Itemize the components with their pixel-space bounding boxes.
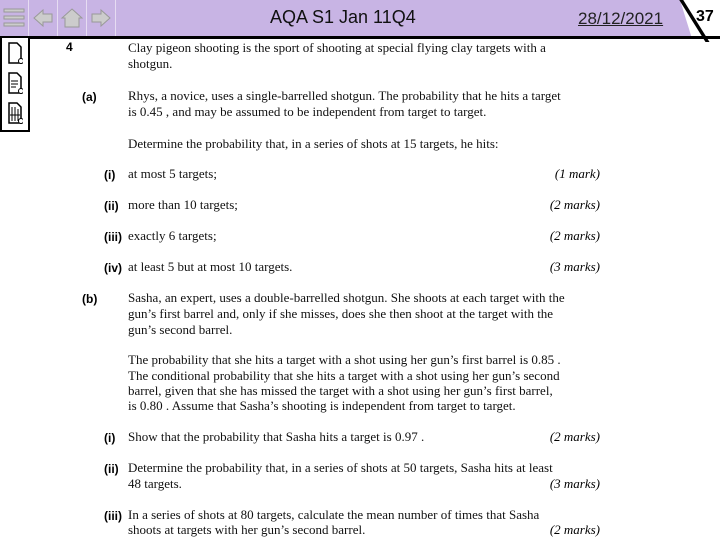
marks: (3 marks) bbox=[549, 476, 600, 491]
subpart-text: Show that the probability that Sasha hits a target is 0.97 . bbox=[128, 429, 425, 444]
marks: (3 marks) bbox=[549, 259, 600, 274]
table-page-icon[interactable] bbox=[7, 102, 23, 124]
date-link[interactable]: 28/12/2021 bbox=[578, 9, 664, 28]
intro-line: Clay pigeon shooting is the sport of shooting at special flying clay targets with a bbox=[128, 40, 546, 55]
part-b-text: Sasha, an expert, uses a double-barrelled shotgun. She shoots at each target with the bbox=[128, 290, 565, 305]
part-b-text: The probability that she hits a target with a shot using her gun’s first barrel is 0.85 . bbox=[128, 352, 561, 367]
blank-page-icon[interactable] bbox=[7, 42, 23, 64]
marks: (1 mark) bbox=[554, 166, 600, 181]
arrow-right-icon bbox=[90, 7, 112, 29]
subpart-text: more than 10 targets; bbox=[128, 197, 238, 212]
arrow-left-icon bbox=[32, 7, 54, 29]
subpart-label: (iv) bbox=[104, 261, 122, 275]
part-b-text: barrel, given that she has missed the target with a shot using her gun’s first barrel, bbox=[128, 383, 553, 398]
slide-title: AQA S1 Jan 11Q4 bbox=[270, 7, 416, 27]
subpart-text: In a series of shots at 80 targets, calculate the mean number of times that Sasha bbox=[128, 507, 540, 522]
subpart-text: 48 targets. bbox=[128, 476, 182, 491]
subpart-text: at most 5 targets; bbox=[128, 166, 217, 181]
part-a-label: (a) bbox=[82, 90, 97, 104]
marks: (2 marks) bbox=[549, 429, 600, 444]
part-a-text: Rhys, a novice, uses a single-barrelled shotgun. The probability that he hits a target bbox=[128, 88, 561, 103]
forward-button[interactable] bbox=[87, 0, 116, 36]
part-a-text: is 0.45 , and may be assumed to be independent from target to target. bbox=[128, 104, 487, 119]
subpart-text: exactly 6 targets; bbox=[128, 228, 217, 243]
part-b-text: gun’s second barrel. bbox=[128, 322, 233, 337]
menu-button[interactable] bbox=[0, 0, 29, 36]
subpart-label: (ii) bbox=[104, 199, 119, 213]
question-number: 4 bbox=[66, 40, 73, 54]
subpart-label: (ii) bbox=[104, 462, 119, 476]
subpart-label: (i) bbox=[104, 431, 116, 445]
part-b-text: gun’s first barrel and, only if she misses, does she then shoot at the target with the bbox=[128, 306, 554, 321]
intro-line: shotgun. bbox=[128, 56, 173, 71]
back-button[interactable] bbox=[29, 0, 58, 36]
home-icon bbox=[60, 7, 84, 29]
side-toolbar bbox=[0, 38, 30, 132]
subpart-text: Determine the probability that, in a series of shots at 50 targets, Sasha hits at least bbox=[128, 460, 553, 475]
part-b-text: The conditional probability that she hits a target with a shot using her gun’s second bbox=[128, 368, 560, 383]
subpart-text: at least 5 but at most 10 targets. bbox=[128, 259, 293, 274]
subpart-label: (iii) bbox=[104, 230, 122, 244]
subpart-text: shoots at targets with her gun’s second barrel. bbox=[128, 522, 366, 537]
text-page-icon[interactable] bbox=[7, 72, 23, 94]
part-b-text: is 0.80 . Assume that Sasha’s shooting is independent from target to target. bbox=[128, 398, 516, 413]
subpart-label: (i) bbox=[104, 168, 116, 182]
part-b-label: (b) bbox=[82, 292, 98, 306]
marks: (2 marks) bbox=[549, 197, 600, 212]
header-bar bbox=[0, 0, 720, 39]
menu-icon bbox=[3, 6, 25, 30]
subpart-label: (iii) bbox=[104, 509, 122, 523]
marks: (2 marks) bbox=[549, 228, 600, 243]
part-a-lead: Determine the probability that, in a series of shots at 15 targets, he hits: bbox=[128, 136, 499, 151]
home-button[interactable] bbox=[58, 0, 87, 36]
marks: (2 marks) bbox=[549, 522, 600, 537]
page-number: 37 bbox=[696, 8, 714, 25]
